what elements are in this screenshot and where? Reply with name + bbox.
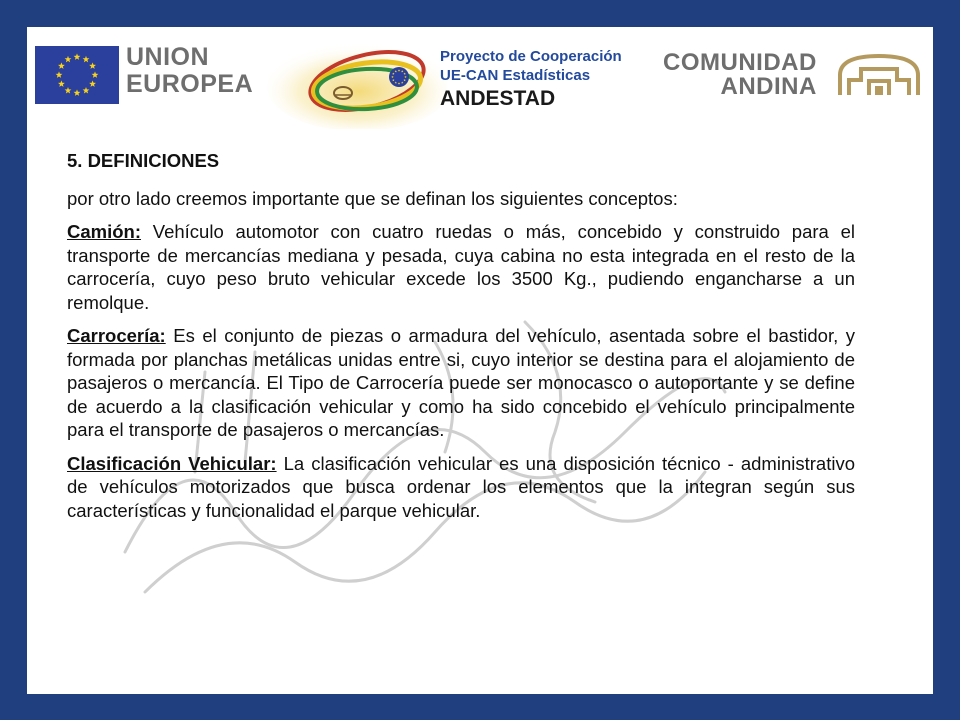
european-union-name [126, 44, 253, 98]
comunidad-andina-name [663, 51, 817, 99]
logo-header [27, 27, 933, 137]
comunidad-andina-emblem-icon [837, 53, 921, 97]
project-title [440, 47, 622, 113]
term-clasificacion-vehicular: Clasificación Vehicular: [67, 452, 277, 474]
can-name-line2: ANDINA [720, 73, 817, 100]
eu-name-line2: EUROPEA [126, 70, 254, 98]
term-camion: Camión: [67, 221, 141, 242]
intro-text: por otro lado creemos importante que se definan los siguientes conceptos: [67, 187, 678, 209]
definition-carroceria [67, 324, 855, 442]
definition-text-camion: Vehículo automotor con cuatro ruedas o más, concebido y construido para el transporte de mercancías mediana y pesada, cuya cabina no esta integrada en el resto de la carrocería, cuyo peso bruto vehicular excede los 3500 Kg., pudiendo engancharse a un remolque. [67, 221, 855, 313]
term-carroceria: Carrocería: [67, 325, 166, 346]
project-acronym: ANDESTAD [440, 87, 556, 110]
project-line2: UE-CAN Estadísticas [440, 67, 591, 84]
definition-camion [67, 220, 855, 314]
section-heading: 5. DEFINICIONES [67, 150, 220, 171]
can-name-line1: COMUNIDAD [663, 49, 817, 76]
project-line1: Proyecto de Cooperación [440, 48, 622, 65]
eu-flag-icon [35, 46, 119, 104]
definitions-content [67, 149, 855, 532]
definition-clasificacion-vehicular [67, 452, 855, 523]
eu-name-line1: UNION [126, 43, 210, 71]
definition-text-carroceria: Es el conjunto de piezas o armadura del vehículo, asentada sobre el bastidor, y formada por planchas metálicas unidas entre si, cuyo interior se destina para el alojamiento de pasajeros o mercancía. El Tipo de Carrocería puede ser monocasco o autoportante y se define de acuerdo a la clasificación vehicular y como ha sido concebido el vehículo principalmente para el transporte de pasajeros o mercancías. [67, 325, 855, 440]
slide [27, 27, 933, 694]
definition-text-clasificacion-vehicular: La clasificación vehicular es una disposición técnico - administrativo de vehículos motorizados que busca ordenar los elementos que la integran según sus características y funcionalidad el parque vehicular. [67, 452, 855, 521]
andestad-swirl-logo-icon [267, 37, 447, 129]
